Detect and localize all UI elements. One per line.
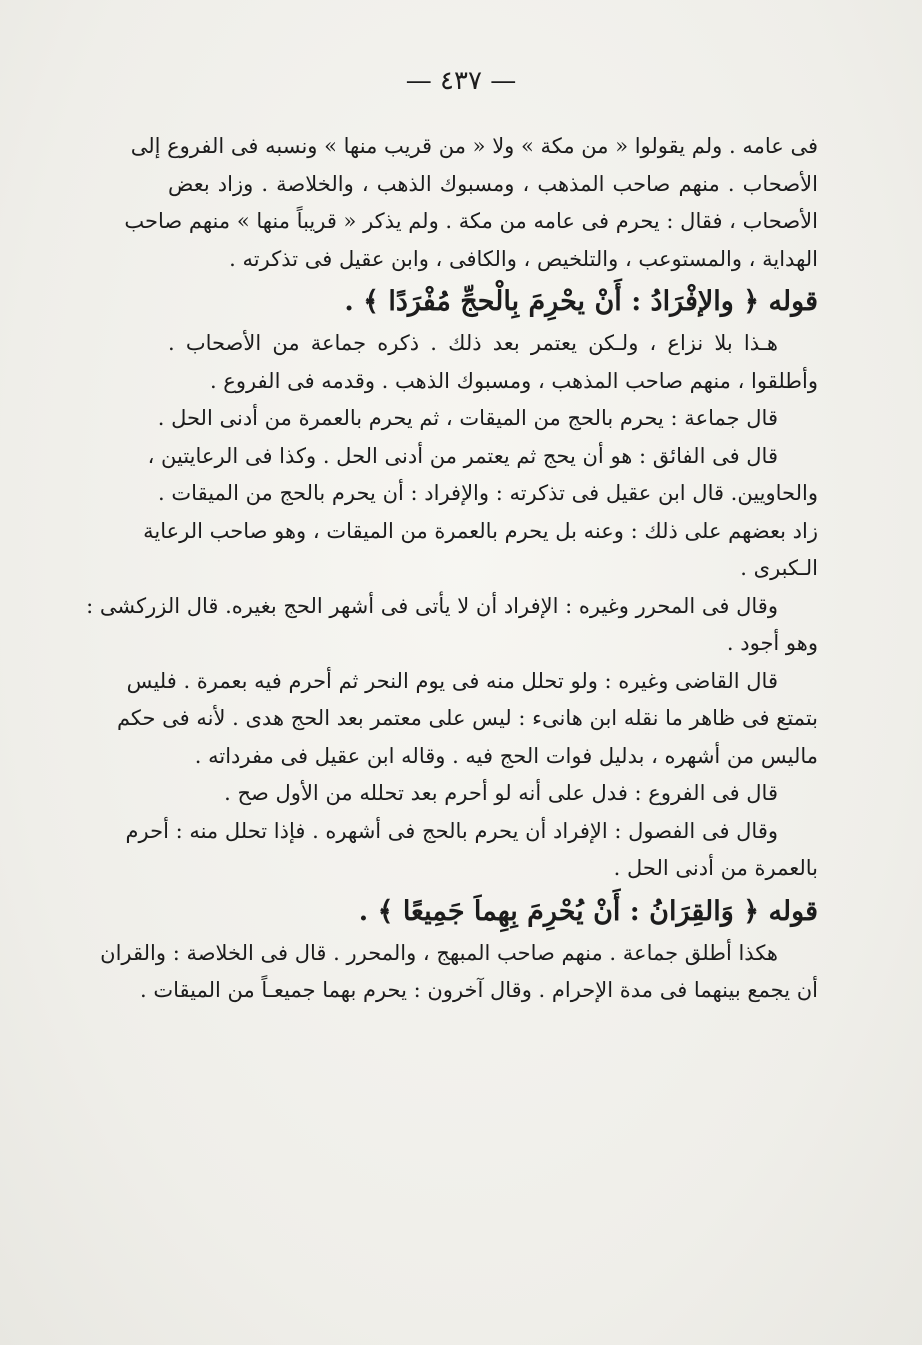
text-line: أن يجمع بينهما فى مدة الإحرام . وقال آخرون : يحرم بهما جميعـاً من الميقات . — [139, 978, 818, 1002]
text-line: بالعمرة من أدنى الحل . — [613, 856, 818, 880]
text-line: بتمتع فى ظاهر ما نقله ابن هانىء : ليس على معتمر بعد الحج هدى . لأنه فى حكم — [116, 706, 818, 730]
text-line: الأصحاب . منهم صاحب المذهب ، ومسبوك الذهب ، والخلاصة . وزاد بعض — [168, 171, 818, 196]
text-line: قال فى الفروع : فدل على أنه لو أحرم بعد تحلله من الأول صح . — [224, 781, 778, 805]
text-line: الـكبرى . — [740, 556, 818, 580]
text-line: وأطلقوا ، منهم صاحب المذهب ، ومسبوك الذهب . وقدمه فى الفروع . — [209, 368, 818, 393]
text-line: هكذا أطلق جماعة . منهم صاحب المبهج ، والمحرر . قال فى الخلاصة : والقران — [100, 940, 778, 965]
text-line: قال القاضى وغيره : ولو تحلل منه فى يوم النحر ثم أحرم فيه بعمرة . فليس — [126, 668, 778, 693]
text-line: قال جماعة : يحرم بالحج من الميقات ، ثم يحرم بالعمرة من أدنى الحل . — [157, 406, 778, 430]
text-line: الهداية ، والمستوعب ، والتلخيص ، والكافى ، وابن عقيل فى تذكرته . — [229, 246, 818, 271]
text-line: ماليس من أشهره ، بدليل فوات الحج فيه . وقاله ابن عقيل فى مفرداته . — [194, 743, 818, 768]
text-line: قال فى الفائق : هو أن يحج ثم يعتمر من أدنى الحل . وكذا فى الرعايتين ، — [147, 443, 778, 468]
text-line: فى عامه . ولم يقولوا « من مكة » ولا « من قريب منها » ونسبه فى الفروع إلى — [130, 134, 818, 158]
text-line: زاد بعضهم على ذلك : وعنه بل يحرم بالعمرة من الميقات ، وهو صاحب الرعاية — [143, 518, 818, 543]
text-line: والحاويين. قال ابن عقيل فى تذكرته : والإفراد : أن يحرم بالحج من الميقات . — [158, 481, 818, 505]
section-heading: قوله ﴿ وَالقِرَانُ : أَنْ يُحْرِمَ بِهِماَ جَمِيعًا ﴾ . — [358, 895, 818, 927]
section-heading: قوله ﴿ والإفْرَادُ : أَنْ يحْرِمَ بِالْحجِّ مُفْرَدًا ﴾ . — [344, 286, 818, 317]
page-number: — ٤٣٧ — — [405, 66, 517, 96]
text-line: وقال فى المحرر وغيره : الإفراد أن لا يأتى فى أشهر الحج بغيره. قال الزركشى : — [86, 593, 778, 618]
text-line: الأصحاب ، فقال : يحرم فى عامه من مكة . ولم يذكر « قريباً منها » منهم صاحب — [124, 209, 818, 233]
text-line: هـذا بلا نزاع ، ولـكن يعتمر بعد ذلك . ذكره جماعة من الأصحاب . — [168, 331, 778, 355]
body-text — [86, 128, 818, 1010]
text-line: وهو أجود . — [726, 631, 818, 655]
text-line: وقال فى الفصول : الإفراد أن يحرم بالحج فى أشهره . فإذا تحلل منه : أحرم — [125, 818, 778, 843]
